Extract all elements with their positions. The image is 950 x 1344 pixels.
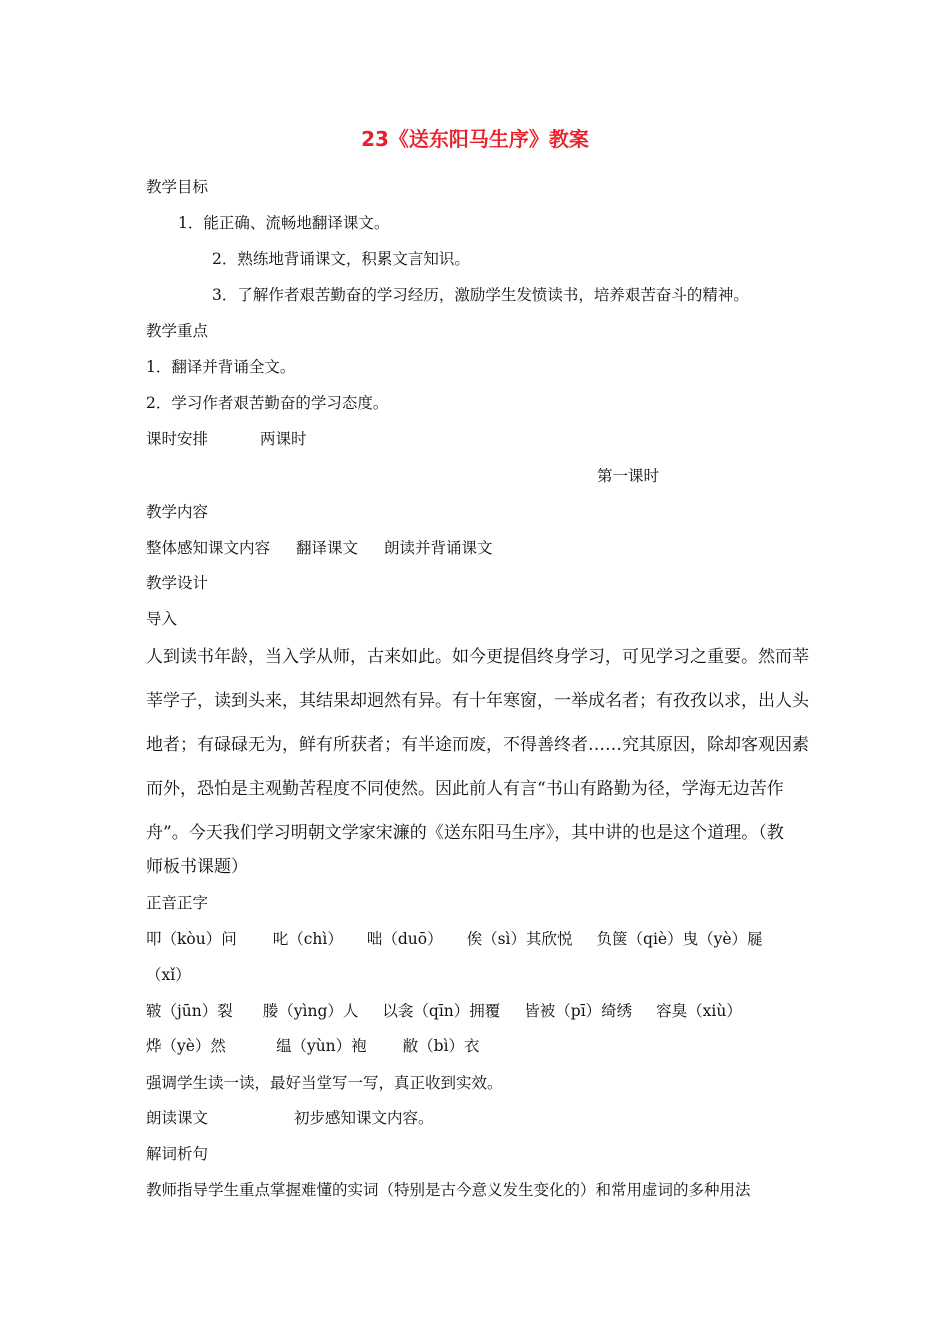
pronunciation-item: 咄（duō） bbox=[366, 930, 443, 948]
read-value: 初步感知课文内容。 bbox=[294, 1109, 434, 1127]
section-heading-content: 教学内容 bbox=[146, 503, 209, 521]
pronunciation-item: 叩（kòu）问 bbox=[146, 930, 237, 948]
section-heading-intro: 导入 bbox=[146, 610, 178, 628]
intro-paragraph-line: 地者；有碌碌无为，鲜有所获者；有半途而废，不得善终者……究其原因，除却客观因素 bbox=[146, 735, 809, 755]
intro-paragraph-line: 人到读书年龄，当入学从师，古来如此。如今更提倡终身学习，可见学习之重要。然而莘 bbox=[146, 647, 809, 667]
schedule-value: 两课时 bbox=[260, 430, 307, 448]
analysis-line: 教师指导学生重点掌握难懂的实词（特别是古今意义发生变化的）和常用虚词的多种用法 bbox=[146, 1181, 751, 1199]
intro-paragraph-line: 师板书课题） bbox=[146, 857, 248, 877]
intro-paragraph-line: 莘学子，读到头来，其结果却迥然有异。有十年寒窗，一举成名者；有孜孜以求，出人头 bbox=[146, 691, 809, 711]
pronunciation-item: 以衾（qīn）拥覆 bbox=[382, 1002, 501, 1020]
pronunciation-item: 俟（sì）其欣悦 bbox=[466, 930, 573, 948]
section-heading-goals: 教学目标 bbox=[146, 178, 209, 196]
focus-item-2: 2．学习作者艰苦勤奋的学习态度。 bbox=[146, 394, 389, 412]
section-heading-design: 教学设计 bbox=[146, 574, 209, 592]
content-items bbox=[146, 537, 493, 559]
pronunciation-item: 缊（yùn）袍 bbox=[275, 1037, 367, 1055]
pronunciation-row-1-wrap: （xǐ） bbox=[146, 966, 191, 984]
page-title: 23《送东阳马生序》教案 bbox=[361, 127, 589, 151]
pronunciation-item: 敝（bì）衣 bbox=[402, 1037, 480, 1055]
read-label: 朗读课文 bbox=[146, 1109, 209, 1127]
schedule-row bbox=[146, 428, 307, 450]
content-item: 朗读并背诵课文 bbox=[384, 539, 493, 557]
pronunciation-item: 叱（chì） bbox=[272, 930, 343, 948]
intro-paragraph-line: 而外，恐怕是主观勤苦程度不同使然。因此前人有言“书山有路勤为径，学海无边苦作 bbox=[146, 779, 784, 799]
pronunciation-item: 皆被（pī）绮绣 bbox=[524, 1002, 633, 1020]
goal-item-3: 3．了解作者艰苦勤奋的学习经历，激励学生发愤读书，培养艰苦奋斗的精神。 bbox=[212, 286, 749, 304]
schedule-label: 课时安排 bbox=[146, 430, 209, 448]
goal-item-1: 1．能正确、流畅地翻译课文。 bbox=[178, 214, 390, 232]
pronunciation-item: 媵（yìng）人 bbox=[262, 1002, 359, 1020]
pronunciation-item: 负箧（qiè）曳（yè）屣 bbox=[596, 930, 763, 948]
pronunciation-note: 强调学生读一读，最好当堂写一写，真正收到实效。 bbox=[146, 1074, 503, 1092]
intro-paragraph-line: 舟”。今天我们学习明朝文学家宋濂的《送东阳马生序》，其中讲的也是这个道理。（教 bbox=[146, 823, 784, 843]
content-item: 翻译课文 bbox=[296, 539, 359, 557]
pronunciation-item: 烨（yè）然 bbox=[146, 1037, 226, 1055]
section-heading-pronunciation: 正音正字 bbox=[146, 894, 209, 912]
content-item: 整体感知课文内容 bbox=[146, 539, 271, 557]
pronunciation-row-1 bbox=[146, 928, 763, 950]
period-heading: 第一课时 bbox=[597, 467, 660, 485]
pronunciation-item: 容臭（xiù） bbox=[656, 1002, 742, 1020]
focus-item-1: 1．翻译并背诵全文。 bbox=[146, 358, 296, 376]
pronunciation-row-2 bbox=[146, 1000, 742, 1022]
goal-item-2: 2．熟练地背诵课文，积累文言知识。 bbox=[212, 250, 470, 268]
section-heading-analysis: 解词析句 bbox=[146, 1145, 209, 1163]
section-heading-focus: 教学重点 bbox=[146, 322, 209, 340]
pronunciation-row-3 bbox=[146, 1035, 480, 1057]
read-row bbox=[146, 1107, 434, 1129]
pronunciation-item: 皲（jūn）裂 bbox=[146, 1002, 233, 1020]
